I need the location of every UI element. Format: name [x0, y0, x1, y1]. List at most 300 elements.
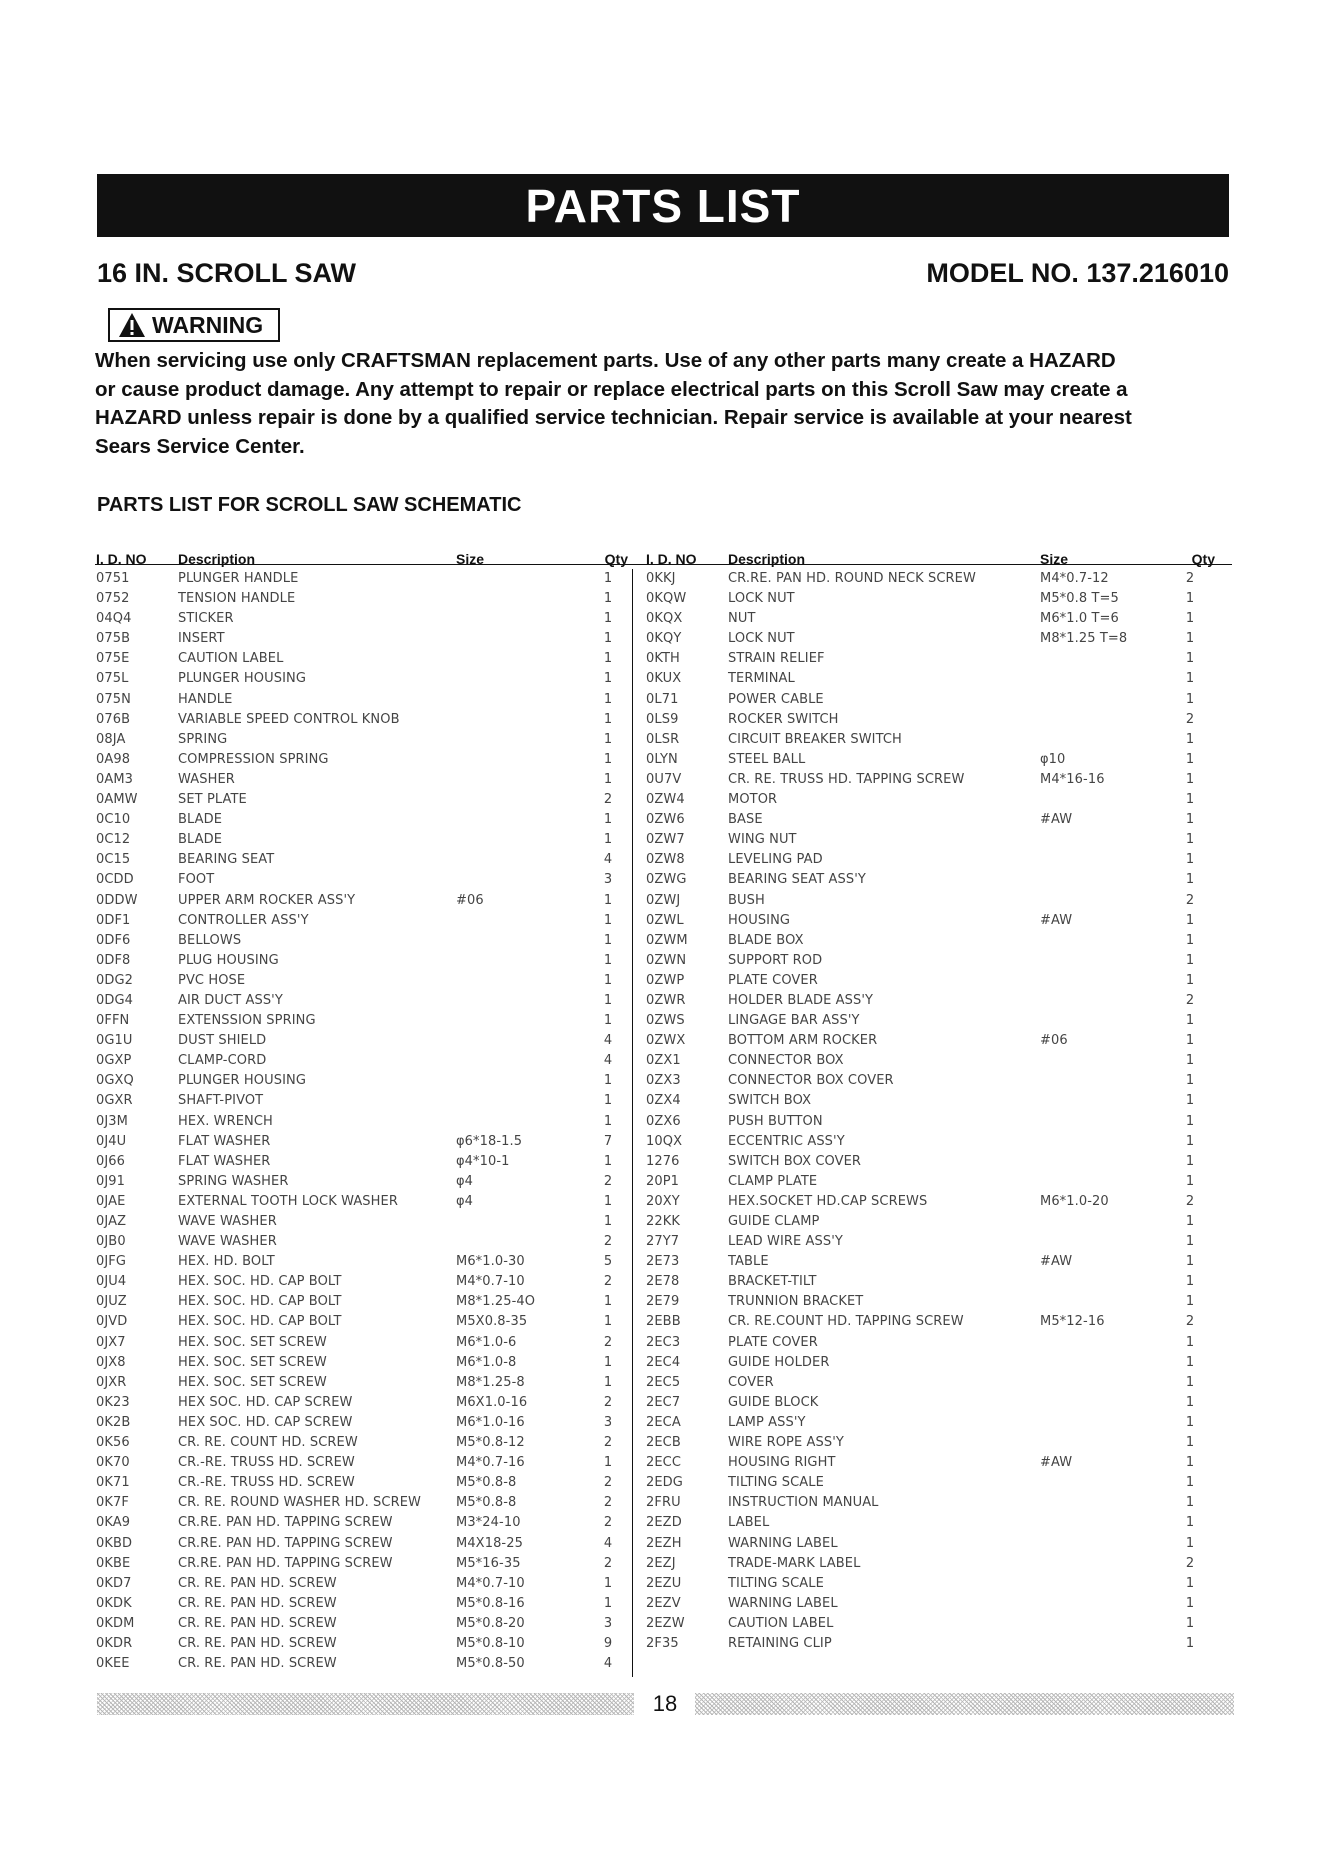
table-row — [632, 870, 1232, 890]
parts-list-right — [632, 569, 1232, 1654]
part-size — [1040, 1574, 1165, 1594]
part-size: #AW — [1040, 912, 1073, 928]
part-qty: 2 — [603, 1475, 613, 1491]
part-size — [456, 710, 588, 730]
part-qty: 1 — [603, 1374, 613, 1390]
part-qty: 1 — [603, 1314, 613, 1330]
part-size — [456, 1011, 588, 1031]
part-qty: 1 — [603, 711, 613, 727]
part-description: PLUNGER HOUSING — [178, 1073, 307, 1089]
table-row — [95, 1453, 632, 1473]
table-row — [632, 1473, 1232, 1493]
part-size — [1040, 790, 1165, 810]
part-size: φ6*18-1.5 — [456, 1133, 523, 1149]
part-qty: 1 — [1185, 1635, 1195, 1651]
part-description: POWER CABLE — [728, 691, 824, 707]
part-id: 2EZV — [646, 1595, 681, 1611]
part-description: CLAMP-CORD — [178, 1053, 267, 1069]
part-description: LOCK NUT — [728, 631, 795, 647]
table-row — [95, 951, 632, 971]
part-size — [1040, 891, 1165, 911]
table-row — [632, 1333, 1232, 1353]
part-id: 0ZW4 — [646, 792, 685, 808]
part-size — [1040, 1594, 1165, 1614]
part-id: 0DF1 — [96, 912, 131, 928]
part-id: 0ZX6 — [646, 1113, 681, 1129]
table-row — [95, 1031, 632, 1051]
part-id: 0JB0 — [96, 1234, 126, 1250]
part-qty: 1 — [1185, 1073, 1195, 1089]
part-qty: 1 — [603, 1455, 613, 1471]
part-description: BASE — [728, 812, 763, 828]
part-id: 0ZW8 — [646, 852, 685, 868]
part-id: 2EC3 — [646, 1334, 681, 1350]
part-qty: 1 — [603, 771, 613, 787]
part-description: CR.RE. PAN HD. TAPPING SCREW — [178, 1515, 393, 1531]
part-description: STICKER — [178, 611, 234, 627]
part-size — [456, 730, 588, 750]
part-size: φ10 — [1040, 751, 1066, 767]
part-id: 0ZX1 — [646, 1053, 681, 1069]
part-qty: 1 — [1185, 631, 1195, 647]
part-size — [456, 971, 588, 991]
part-id: 0JX7 — [96, 1334, 126, 1350]
part-size: #AW — [1040, 1455, 1073, 1471]
part-description: ECCENTRIC ASS'Y — [728, 1133, 845, 1149]
part-description: RETAINING CLIP — [728, 1635, 832, 1651]
part-description: GUIDE CLAMP — [728, 1214, 820, 1229]
part-id: 0ZX4 — [646, 1093, 681, 1109]
footer-pattern — [97, 1693, 634, 1715]
part-description: CR. RE. PAN HD. SCREW — [178, 1575, 337, 1591]
part-id: 0C15 — [96, 852, 131, 868]
table-row — [95, 1091, 632, 1111]
part-qty: 1 — [1185, 1394, 1195, 1410]
table-row — [95, 1614, 632, 1634]
part-description: AIR DUCT ASS'Y — [178, 992, 283, 1008]
part-id: 0KUX — [646, 671, 682, 687]
part-id: 0KQY — [646, 631, 682, 647]
part-id: 2EZH — [646, 1535, 682, 1551]
part-id: 2FRU — [646, 1495, 681, 1511]
part-size: M3*24-10 — [456, 1515, 521, 1531]
table-row — [95, 1353, 632, 1373]
part-id: 0ZWX — [646, 1033, 686, 1049]
part-description: CR. RE.COUNT HD. TAPPING SCREW — [728, 1314, 964, 1330]
part-size — [1040, 1112, 1165, 1132]
part-qty: 1 — [603, 1093, 613, 1109]
part-description: GUIDE BLOCK — [728, 1394, 819, 1410]
part-description: PLATE COVER — [728, 972, 818, 988]
table-row — [95, 1594, 632, 1614]
part-id: 0GXR — [96, 1093, 133, 1109]
part-id: 0DDW — [96, 892, 138, 908]
part-size — [456, 1071, 588, 1091]
part-qty: 1 — [1185, 1113, 1195, 1129]
part-size — [1040, 1554, 1165, 1574]
product-title: 16 IN. SCROLL SAW — [97, 258, 357, 288]
part-id: 0JXR — [96, 1374, 127, 1390]
parts-column-left — [95, 545, 632, 1674]
part-size — [456, 1091, 588, 1111]
part-size — [456, 870, 588, 890]
part-qty: 2 — [1185, 992, 1195, 1008]
part-id: 0U7V — [646, 771, 682, 787]
part-id: 0DG4 — [96, 992, 134, 1008]
table-row — [95, 1393, 632, 1413]
table-row — [95, 589, 632, 609]
table-row — [95, 609, 632, 629]
part-qty: 1 — [603, 611, 613, 627]
warning-label: WARNING — [152, 311, 264, 338]
part-description: BEARING SEAT ASS'Y — [728, 872, 866, 888]
part-qty: 1 — [1185, 1173, 1195, 1189]
table-row — [632, 1091, 1232, 1111]
part-qty: 1 — [603, 651, 613, 667]
parts-column-right — [632, 545, 1232, 1674]
table-row — [632, 1212, 1232, 1232]
part-id: 0JAE — [96, 1193, 126, 1209]
part-description: HEX.SOCKET HD.CAP SCREWS — [728, 1193, 928, 1209]
part-qty: 1 — [1185, 812, 1195, 828]
part-id: 0751 — [96, 571, 130, 586]
part-id: 075N — [96, 691, 131, 707]
table-row — [95, 891, 632, 911]
part-qty: 2 — [603, 1334, 613, 1350]
header-id: I. D. NO — [96, 551, 147, 567]
part-description: HEX. SOC. HD. CAP BOLT — [178, 1314, 342, 1330]
table-row — [95, 1132, 632, 1152]
part-qty: 1 — [603, 1354, 613, 1370]
part-size — [1040, 1091, 1165, 1111]
part-size — [456, 931, 588, 951]
part-id: 0J66 — [96, 1153, 126, 1169]
table-row — [632, 991, 1232, 1011]
part-description: HEX. HD. BOLT — [178, 1254, 275, 1270]
part-id: 0LSR — [646, 731, 680, 747]
part-description: HEX. SOC. HD. CAP BOLT — [178, 1274, 342, 1290]
part-description: UPPER ARM ROCKER ASS'Y — [178, 892, 356, 908]
part-size — [1040, 730, 1165, 750]
table-row — [95, 1051, 632, 1071]
part-qty: 9 — [603, 1635, 613, 1651]
part-description: SPRING WASHER — [178, 1173, 289, 1189]
part-description: CR. RE. ROUND WASHER HD. SCREW — [178, 1495, 421, 1511]
warning-text — [95, 347, 1235, 461]
part-qty: 4 — [603, 1033, 613, 1049]
part-description: FLAT WASHER — [178, 1153, 271, 1169]
part-id: 20XY — [646, 1193, 680, 1209]
part-description: EXTERNAL TOOTH LOCK WASHER — [178, 1193, 398, 1209]
part-description: HEX. SOC. SET SCREW — [178, 1334, 327, 1350]
part-description: SUPPORT ROD — [728, 952, 823, 968]
table-row — [632, 1594, 1232, 1614]
table-row — [95, 629, 632, 649]
part-id: 0ZWS — [646, 1013, 685, 1029]
part-qty: 2 — [603, 1515, 613, 1531]
table-row — [632, 1373, 1232, 1393]
part-id: 0JUZ — [96, 1294, 127, 1310]
part-id: 2EDG — [646, 1475, 683, 1491]
table-row — [95, 1112, 632, 1132]
part-qty: 1 — [1185, 1234, 1195, 1250]
part-id: 0LYN — [646, 751, 678, 767]
part-id: 075E — [96, 651, 130, 667]
part-qty: 1 — [603, 571, 613, 586]
table-row — [95, 1011, 632, 1031]
part-description: NUT — [728, 611, 756, 627]
part-id: 0L71 — [646, 691, 679, 707]
table-row — [632, 1574, 1232, 1594]
table-row — [632, 750, 1232, 770]
part-id: 0LS9 — [646, 711, 679, 727]
part-description: GUIDE HOLDER — [728, 1354, 830, 1370]
table-row — [95, 1252, 632, 1272]
part-qty: 1 — [1185, 1354, 1195, 1370]
part-qty: 5 — [603, 1254, 613, 1270]
part-id: 20P1 — [646, 1173, 680, 1189]
part-description: PLUG HOUSING — [178, 952, 279, 968]
part-id: 04Q4 — [96, 611, 132, 627]
table-row — [632, 1534, 1232, 1554]
part-qty: 2 — [603, 792, 613, 808]
part-size: M6*1.0-8 — [456, 1354, 517, 1370]
table-row — [632, 951, 1232, 971]
table-row — [632, 1071, 1232, 1091]
part-description: BELLOWS — [178, 932, 242, 948]
part-qty: 2 — [1185, 711, 1195, 727]
part-qty: 1 — [1185, 611, 1195, 627]
part-description: PLUNGER HOUSING — [178, 671, 307, 687]
part-description: DUST SHIELD — [178, 1033, 267, 1049]
part-id: 0KD7 — [96, 1575, 132, 1591]
part-size: M5*0.8-8 — [456, 1495, 517, 1511]
part-qty: 1 — [1185, 651, 1195, 667]
table-row — [95, 669, 632, 689]
part-qty: 1 — [603, 1113, 613, 1129]
part-id: 2ECA — [646, 1414, 681, 1430]
table-row — [95, 1473, 632, 1493]
part-qty: 1 — [1185, 1495, 1195, 1511]
part-size — [1040, 1333, 1165, 1353]
table-row — [95, 1513, 632, 1533]
part-id: 0C12 — [96, 832, 131, 848]
part-qty: 1 — [1185, 1153, 1195, 1169]
part-description: TRUNNION BRACKET — [728, 1294, 864, 1310]
part-id: 10QX — [646, 1133, 683, 1149]
parts-list-left — [95, 569, 632, 1674]
part-qty: 1 — [603, 1214, 613, 1229]
part-size — [456, 1051, 588, 1071]
part-description: SPRING — [178, 731, 228, 747]
part-qty: 4 — [603, 1656, 613, 1672]
table-row — [95, 1634, 632, 1654]
warning-line: HAZARD unless repair is done by a qualified service technician. Repair service is available at your nearest — [95, 406, 1132, 429]
part-size: M8*1.25 T=8 — [1040, 631, 1128, 647]
part-description: HOUSING — [728, 912, 791, 928]
part-qty: 4 — [603, 1535, 613, 1551]
part-description: CR. RE. PAN HD. SCREW — [178, 1595, 337, 1611]
part-id: 0DF8 — [96, 952, 131, 968]
part-description: HOLDER BLADE ASS'Y — [728, 992, 874, 1008]
table-row — [95, 911, 632, 931]
parts-table — [95, 545, 1232, 1674]
part-size — [456, 690, 588, 710]
table-header — [632, 545, 1232, 569]
part-qty: 1 — [603, 751, 613, 767]
part-qty: 2 — [603, 1173, 613, 1189]
table-row — [632, 1172, 1232, 1192]
part-id: 0JVD — [96, 1314, 128, 1330]
part-description: LABEL — [728, 1515, 770, 1531]
table-row — [95, 991, 632, 1011]
part-size — [1040, 1393, 1165, 1413]
part-qty: 1 — [1185, 912, 1195, 928]
section-title: PARTS LIST FOR SCROLL SAW SCHEMATIC — [97, 494, 522, 516]
part-id: 0A98 — [96, 751, 131, 767]
part-size: M5*0.8-16 — [456, 1595, 525, 1611]
part-description: INSTRUCTION MANUAL — [728, 1495, 879, 1511]
part-qty: 2 — [1185, 1193, 1195, 1209]
part-size: φ4 — [456, 1193, 474, 1209]
part-description: BLADE — [178, 812, 223, 828]
table-row — [632, 629, 1232, 649]
table-row — [95, 1192, 632, 1212]
part-size — [1040, 710, 1165, 730]
table-row — [632, 1614, 1232, 1634]
part-description: CIRCUIT BREAKER SWITCH — [728, 731, 902, 747]
part-id: 2E79 — [646, 1294, 680, 1310]
part-description: MOTOR — [728, 792, 778, 808]
table-row — [632, 669, 1232, 689]
page-banner-title: PARTS LIST — [97, 174, 1229, 237]
table-row — [632, 1413, 1232, 1433]
table-row — [95, 1554, 632, 1574]
part-description: HEX. SOC. HD. CAP BOLT — [178, 1294, 342, 1310]
part-id: 0ZWN — [646, 952, 687, 968]
part-size — [456, 750, 588, 770]
part-qty: 1 — [603, 932, 613, 948]
part-id: 0JU4 — [96, 1274, 127, 1290]
part-id: 2EC4 — [646, 1354, 681, 1370]
table-row — [632, 1252, 1232, 1272]
part-qty: 2 — [603, 1495, 613, 1511]
table-row — [632, 790, 1232, 810]
part-id: 076B — [96, 711, 131, 727]
part-qty: 1 — [1185, 1053, 1195, 1069]
part-size: M4*0.7-12 — [1040, 571, 1109, 586]
part-size: M5*0.8-10 — [456, 1635, 525, 1651]
footer-pattern — [695, 1693, 1234, 1715]
part-id: 0ZWM — [646, 932, 688, 948]
table-row — [95, 931, 632, 951]
part-qty: 1 — [1185, 972, 1195, 988]
part-id: 075B — [96, 631, 131, 647]
part-description: FOOT — [178, 872, 215, 888]
part-id: 0752 — [96, 591, 130, 607]
table-row — [632, 1453, 1232, 1473]
part-qty: 1 — [603, 832, 613, 848]
part-size — [1040, 991, 1165, 1011]
table-row — [632, 569, 1232, 589]
part-size: M8*1.25-4O — [456, 1294, 536, 1310]
part-id: 0ZWL — [646, 912, 684, 928]
table-row — [95, 850, 632, 870]
part-id: 0ZWG — [646, 872, 687, 888]
part-size: M8*1.25-8 — [456, 1374, 525, 1390]
warning-triangle-icon — [118, 312, 146, 338]
part-description: BLADE — [178, 832, 223, 848]
part-qty: 3 — [603, 1615, 613, 1631]
part-description: WING NUT — [728, 832, 797, 848]
part-qty: 1 — [603, 912, 613, 928]
table-row — [632, 1051, 1232, 1071]
part-qty: 1 — [603, 631, 613, 647]
part-id: 0KTH — [646, 651, 680, 667]
table-row — [95, 730, 632, 750]
part-qty: 2 — [603, 1234, 613, 1250]
header-qty: Qty — [604, 551, 628, 567]
part-size — [1040, 1433, 1165, 1453]
part-size — [456, 1031, 588, 1051]
part-description: BRACKET-TILT — [728, 1274, 817, 1290]
part-size — [1040, 1513, 1165, 1533]
part-size — [1040, 1413, 1165, 1433]
table-row — [632, 730, 1232, 750]
part-size — [1040, 1292, 1165, 1312]
table-row — [95, 569, 632, 589]
header-id: I. D. NO — [646, 551, 697, 567]
part-size: M5*12-16 — [1040, 1314, 1105, 1330]
part-size — [1040, 1152, 1165, 1172]
part-size — [456, 951, 588, 971]
part-size — [456, 649, 588, 669]
table-header — [95, 545, 632, 569]
header-size: Size — [1040, 551, 1069, 567]
part-description: EXTENSSION SPRING — [178, 1013, 316, 1029]
part-qty: 1 — [1185, 932, 1195, 948]
part-description: TRADE-MARK LABEL — [728, 1555, 861, 1571]
part-size — [456, 911, 588, 931]
part-qty: 1 — [603, 691, 613, 707]
page-number: 18 — [652, 1691, 678, 1716]
part-size — [1040, 1132, 1165, 1152]
header-qty: Qty — [1191, 551, 1215, 567]
table-row — [632, 891, 1232, 911]
table-row — [95, 1212, 632, 1232]
table-row — [632, 1031, 1232, 1051]
header-description: Description — [728, 551, 806, 567]
part-qty: 1 — [1185, 872, 1195, 888]
part-size: M5*0.8 T=5 — [1040, 591, 1119, 607]
table-row — [632, 1112, 1232, 1132]
part-size: φ4 — [456, 1173, 474, 1189]
part-size — [456, 629, 588, 649]
part-size: M6X1.0-16 — [456, 1394, 528, 1410]
part-qty: 1 — [603, 972, 613, 988]
part-size — [1040, 1051, 1165, 1071]
part-id: 0DF6 — [96, 932, 131, 948]
part-id: 0ZX3 — [646, 1073, 681, 1089]
part-description: HEX. SOC. SET SCREW — [178, 1374, 327, 1390]
table-row — [632, 649, 1232, 669]
part-id: 0ZW6 — [646, 812, 685, 828]
part-description: LEVELING PAD — [728, 852, 823, 868]
part-qty: 2 — [603, 1274, 613, 1290]
part-description: CR.RE. PAN HD. ROUND NECK SCREW — [728, 571, 976, 586]
part-size — [456, 1232, 588, 1252]
part-description: TERMINAL — [728, 671, 795, 687]
